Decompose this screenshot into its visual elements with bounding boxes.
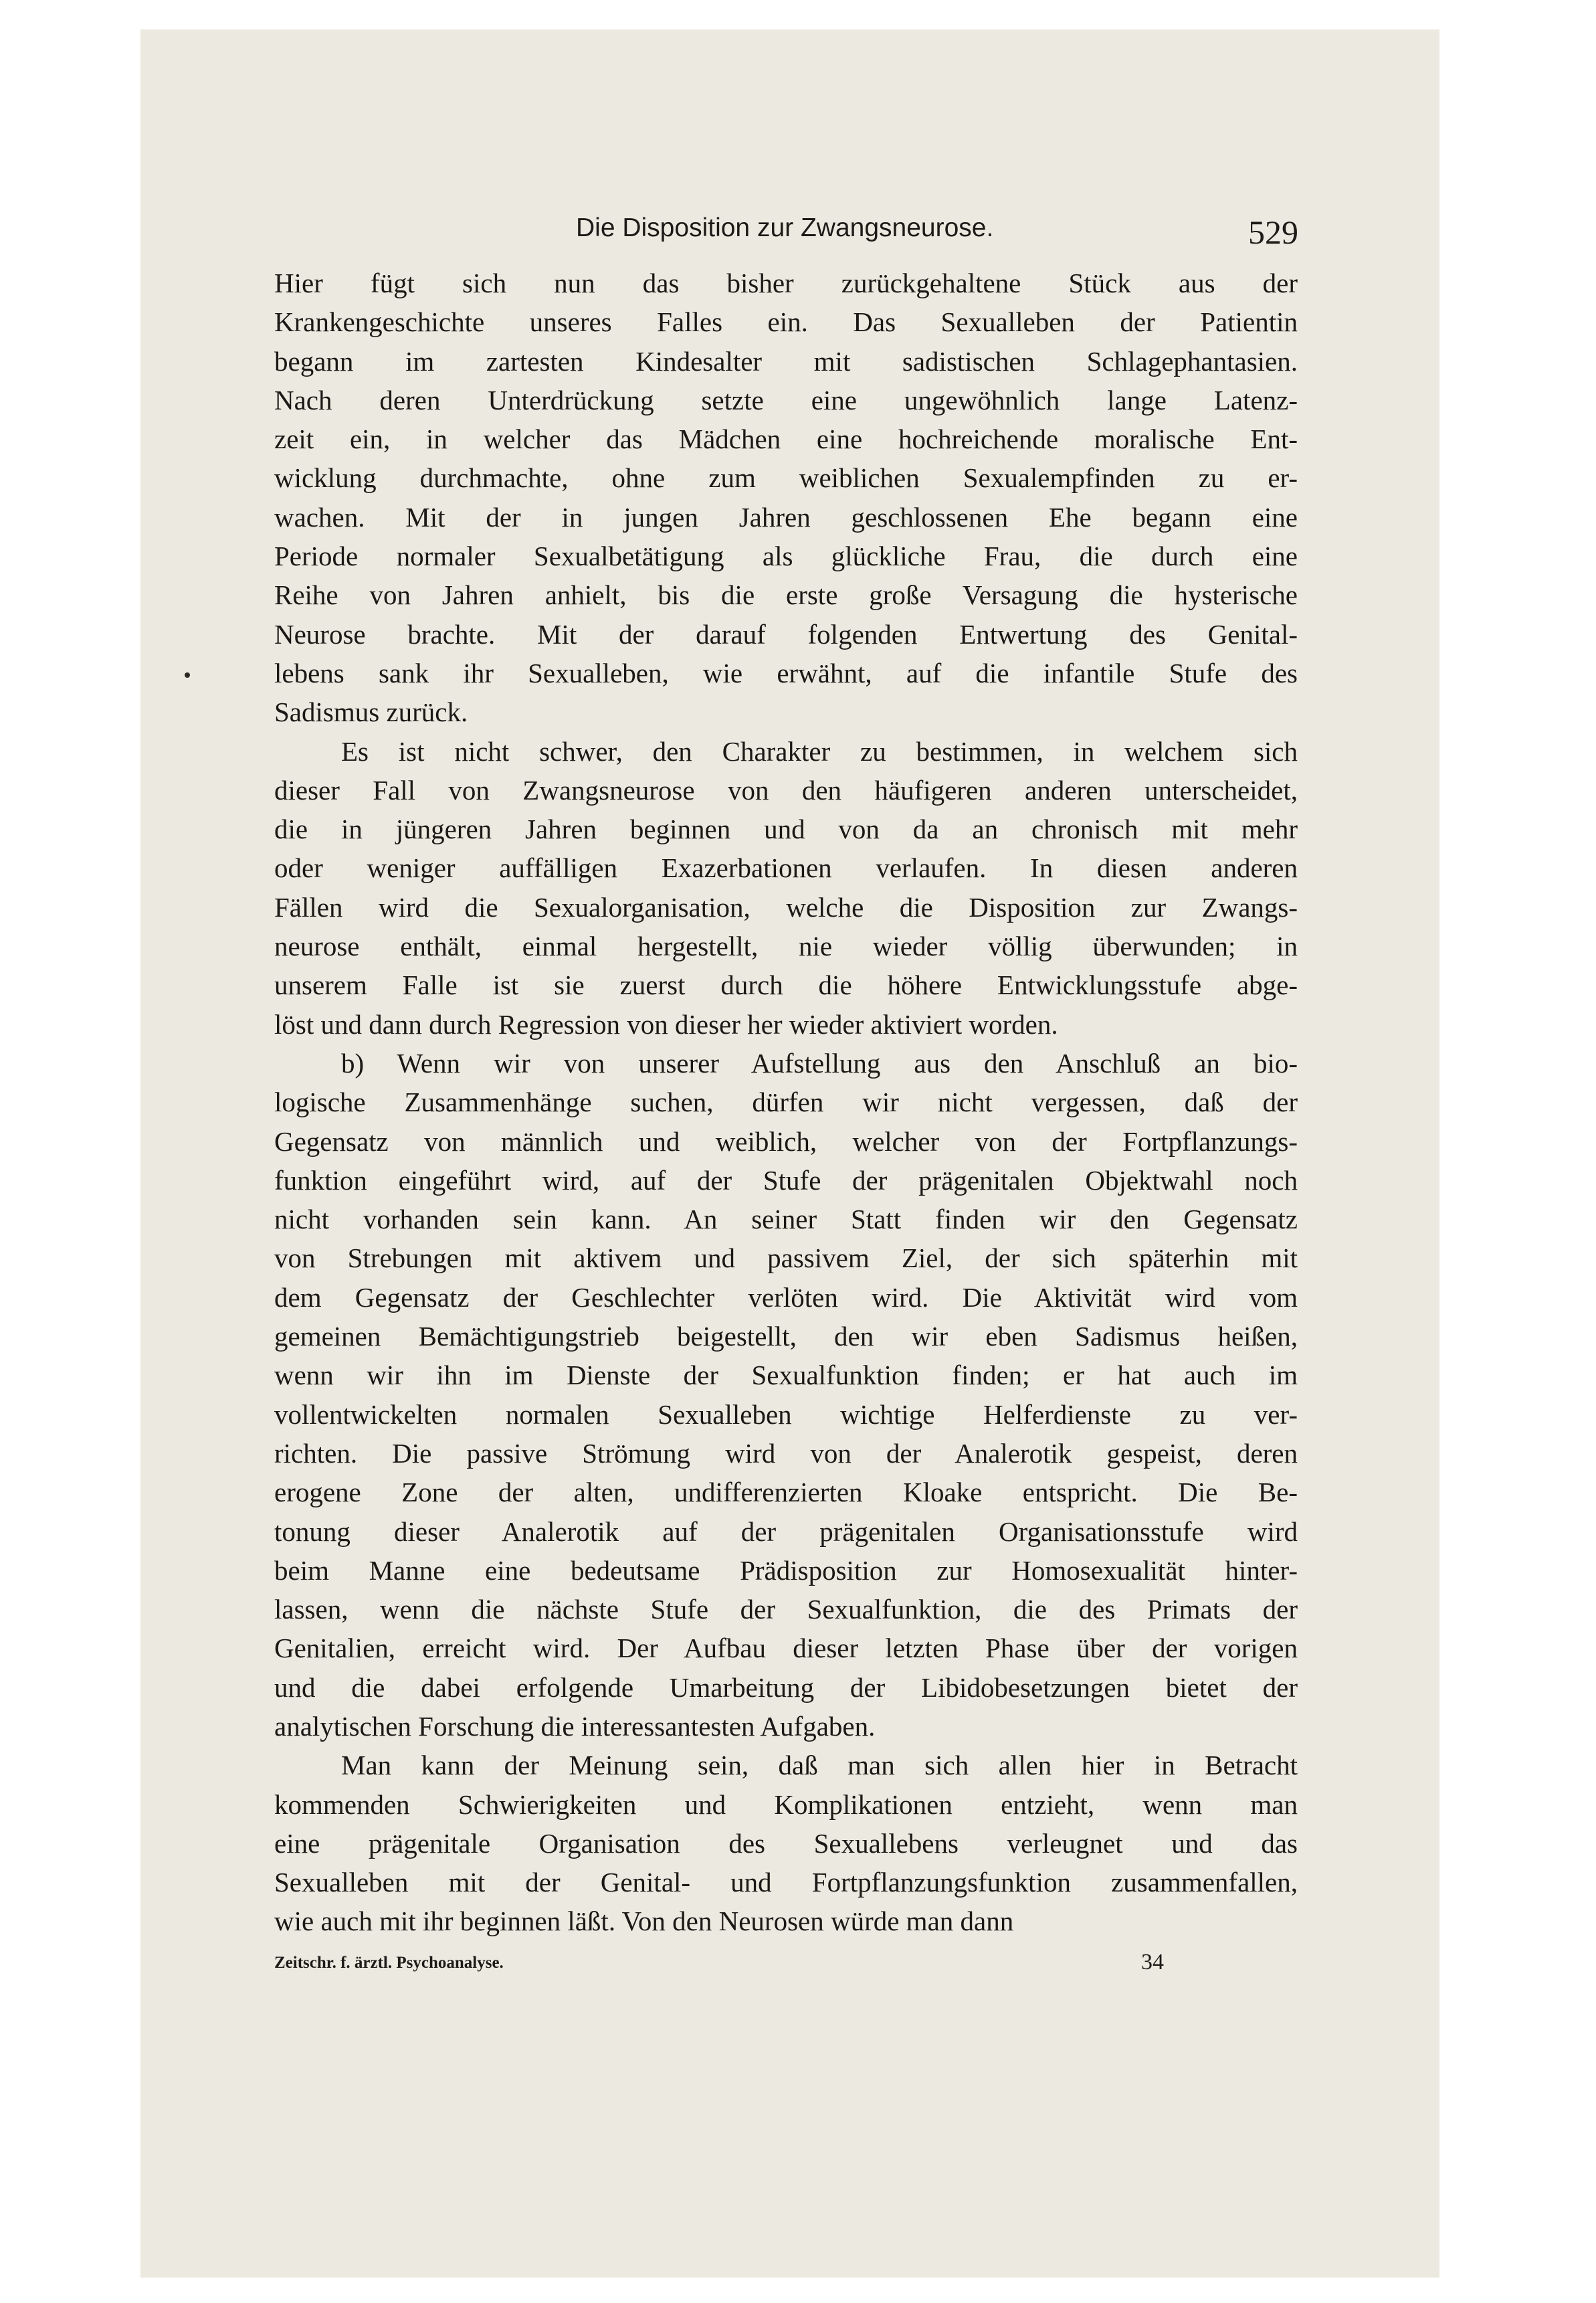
header-title: Die Disposition zur Zwangsneurose. [576,213,994,242]
paragraph [274,1746,1298,1940]
paragraph [274,1044,1298,1746]
text-line: Genitalien, erreicht wird. Der Aufbau dieser letzten Phase über der vorigen [274,1633,1298,1664]
text-line: dem Gegensatz der Geschlechter verlöten wird. Die Aktivität wird vom [274,1281,1298,1313]
text-line: begann im zartesten Kindesalter mit sadistischen Schlagephantasien. [274,345,1298,377]
text-line: eine prägenitale Organisation des Sexuallebens verleugnet und das [274,1827,1298,1859]
text-line: neurose enthält, einmal hergestellt, nie wieder völlig überwunden; in [274,931,1298,962]
page-footer [274,1950,1298,1994]
text-line: von Strebungen mit aktivem und passivem Ziel, der sich späterhin mit [274,1242,1298,1274]
scanned-page [140,29,1439,2278]
text-line: wenn wir ihn im Dienste der Sexualfunktion finden; er hat auch im [274,1360,1298,1391]
text-line: logische Zusammenhänge suchen, dürfen wir nicht vergessen, daß der [274,1087,1298,1118]
text-line: tonung dieser Analerotik auf der prägenitalen Organisationsstufe wird [274,1515,1298,1547]
text-line: Reihe von Jahren anhielt, bis die erste große Versagung die hysterische [274,579,1298,611]
text-line: Sexualleben mit der Genital- und Fortpflanzungsfunktion zusammenfallen, [274,1867,1298,1898]
text-line: kommenden Schwierigkeiten und Komplikationen entzieht, wenn man [274,1788,1298,1820]
text-line: Man kann der Meinung sein, daß man sich allen hier in Betracht [341,1750,1298,1781]
text-line: gemeinen Bemächtigungstrieb beigestellt, den wir eben Sadismus heißen, [274,1321,1298,1352]
text-line: unserem Falle ist sie zuerst durch die höhere Entwicklungsstufe abge- [274,970,1298,1001]
text-line: Periode normaler Sexualbetätigung als glückliche Frau, die durch eine [274,541,1298,572]
text-line: lassen, wenn die nächste Stufe der Sexualfunktion, die des Primats der [274,1594,1298,1625]
paragraph [274,732,1298,1044]
text-line: richten. Die passive Strömung wird von der Analerotik gespeist, deren [274,1437,1298,1469]
footer-journal-title: Zeitschr. f. ärztl. Psychoanalyse. [274,1954,504,1972]
text-line: erogene Zone der alten, undifferenzierten Kloake entspricht. Die Be- [274,1477,1298,1508]
text-line: Fällen wird die Sexualorganisation, welche die Disposition zur Zwangs- [274,891,1298,923]
text-line: Gegensatz von männlich und weiblich, welcher von der Fortpflanzungs- [274,1125,1298,1157]
body-text [274,264,1298,1941]
text-line: Es ist nicht schwer, den Charakter zu bestimmen, in welchem sich [341,735,1298,767]
text-line: zeit ein, in welcher das Mädchen eine hochreichende moralische Ent- [274,424,1298,455]
text-line: löst und dann durch Regression von dieser her wieder aktiviert worden. [274,1008,1058,1040]
text-line: nicht vorhanden sein kann. An seiner Statt finden wir den Gegensatz [274,1204,1298,1235]
text-line: funktion eingeführt wird, auf der Stufe der prägenitalen Objektwahl noch [274,1164,1298,1196]
text-line: und die dabei erfolgende Umarbeitung der Libidobesetzungen bietet der [274,1671,1298,1703]
text-line: wachen. Mit der in jungen Jahren geschlossenen Ehe begann eine [274,501,1298,533]
text-line: wicklung durchmachte, ohne zum weiblichen Sexualempfinden zu er- [274,462,1298,494]
text-line: oder weniger auffälligen Exazerbationen verlaufen. In diesen anderen [274,852,1298,884]
text-line: dieser Fall von Zwangsneurose von den häufigeren anderen unterscheidet, [274,774,1298,806]
text-line: analytischen Forschung die interessantesten Aufgaben. [274,1710,876,1742]
text-line: vollentwickelten normalen Sexualleben wichtige Helferdienste zu ver- [274,1398,1298,1430]
text-line: Neurose brachte. Mit der darauf folgenden Entwertung des Genital- [274,618,1298,650]
text-line: Krankengeschichte unseres Falles ein. Das Sexualleben der Patientin [274,306,1298,338]
text-line: Nach deren Unterdrückung setzte eine ungewöhnlich lange Latenz- [274,384,1298,416]
text-line: wie auch mit ihr beginnen läßt. Von den Neurosen würde man dann [274,1906,1014,1937]
text-line: Hier fügt sich nun das bisher zurückgehaltene Stück aus der [274,268,1298,298]
text-line: b) Wenn wir von unserer Aufstellung aus den Anschluß an bio- [341,1047,1298,1079]
running-head [140,183,1439,257]
text-line: die in jüngeren Jahren beginnen und von da an chronisch mit mehr [274,814,1298,845]
footer-signature: 34 [1141,1950,1164,1974]
page-number: 529 [1248,213,1298,251]
text-line: beim Manne eine bedeutsame Prädisposition zur Homosexualität hinter- [274,1554,1298,1586]
text-line: Sadismus zurück. [274,697,468,728]
paragraph [274,264,1298,732]
margin-mark [185,672,190,678]
text-line: lebens sank ihr Sexualleben, wie erwähnt, auf die infantile Stufe des [274,657,1298,688]
